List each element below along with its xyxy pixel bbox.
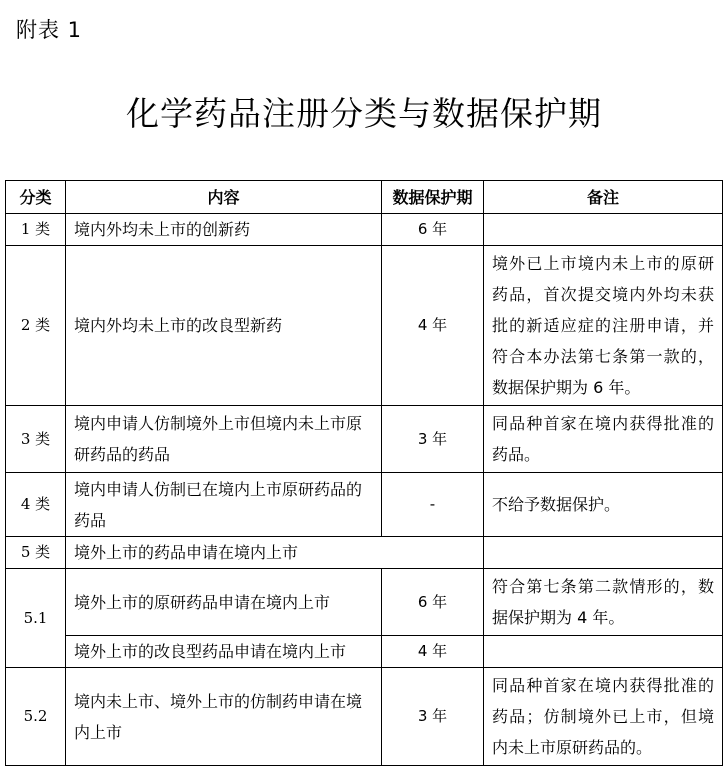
- row-period: 6 年: [382, 214, 484, 246]
- row-note: [484, 636, 723, 668]
- row-content: 境内外均未上市的改良型新药: [66, 246, 382, 406]
- row-period: 4 年: [382, 246, 484, 406]
- row-content: 境内申请人仿制已在境内上市原研药品的药品: [66, 473, 382, 537]
- row-period: 3 年: [382, 668, 484, 766]
- row-note: [484, 214, 723, 246]
- row-content: 境外上市的改良型药品申请在境内上市: [66, 636, 382, 668]
- page-title: 化学药品注册分类与数据保护期: [126, 94, 602, 133]
- row-category: 2 类: [6, 246, 66, 406]
- data-protection-table: [5, 180, 723, 766]
- row-content: 境内未上市、境外上市的仿制药申请在境内上市: [66, 668, 382, 766]
- row-period: -: [382, 473, 484, 537]
- table-row: [6, 406, 723, 473]
- appendix-label: 附表 1: [16, 18, 83, 42]
- row-category: 4 类: [6, 473, 66, 537]
- row-content: 境外上市的药品申请在境内上市: [66, 537, 484, 569]
- row-content: 境内申请人仿制境外上市但境内未上市原研药品的药品: [66, 406, 382, 473]
- row-period: 3 年: [382, 406, 484, 473]
- row-category: 5 类: [6, 537, 66, 569]
- row-note: 同品种首家在境内获得批准的药品。: [484, 406, 723, 473]
- row-category: 5.2: [6, 668, 66, 766]
- row-category: 5.1: [6, 569, 66, 668]
- table-row: [6, 214, 723, 246]
- row-category: 1 类: [6, 214, 66, 246]
- row-note: 不给予数据保护。: [484, 473, 723, 537]
- table-row: [6, 668, 723, 766]
- header-period: 数据保护期: [382, 181, 484, 214]
- table-row: [6, 473, 723, 537]
- row-note: [484, 537, 723, 569]
- row-period: 4 年: [382, 636, 484, 668]
- table-row: [6, 246, 723, 406]
- row-content: 境外上市的原研药品申请在境内上市: [66, 569, 382, 636]
- row-note: 境外已上市境内未上市的原研药品，首次提交境内外均未获批的新适应症的注册申请，并符合本办法第七条第一款的，数据保护期为 6 年。: [484, 246, 723, 406]
- row-period: 6 年: [382, 569, 484, 636]
- row-category: 3 类: [6, 406, 66, 473]
- row-content: 境内外均未上市的创新药: [66, 214, 382, 246]
- row-note: 同品种首家在境内获得批准的药品；仿制境外已上市，但境内未上市原研药品的。: [484, 668, 723, 766]
- header-content: 内容: [66, 181, 382, 214]
- header-note: 备注: [484, 181, 723, 214]
- table-row: [6, 569, 723, 636]
- table-row: [6, 636, 723, 668]
- table-row: [6, 537, 723, 569]
- table-header-row: [6, 181, 723, 214]
- header-category: 分类: [6, 181, 66, 214]
- row-note: 符合第七条第二款情形的，数据保护期为 4 年。: [484, 569, 723, 636]
